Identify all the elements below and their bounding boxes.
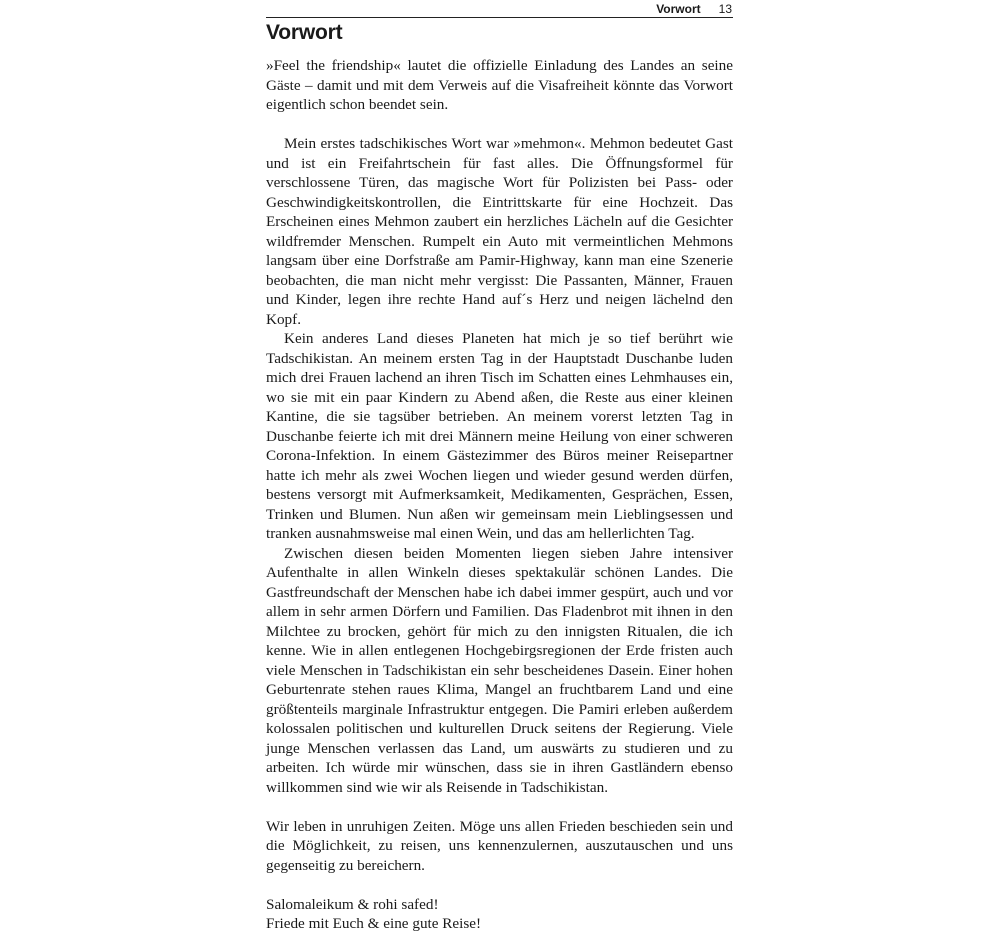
- chapter-heading: Vorwort: [266, 21, 343, 44]
- header-rule: [266, 17, 733, 18]
- page-number: 13: [718, 2, 732, 16]
- paragraph-1: »Feel the friendship« lautet die offizielle Einladung des Landes an seine Gäste – damit und mit dem Verweis auf die Visafreiheit könnte das Vorwort eigentlich schon beendet sein.: [266, 57, 733, 113]
- paragraph-3: Kein anderes Land dieses Planeten hat mich je so tief berührt wie Tadschikistan. An meinem ersten Tag in der Hauptstadt Duschanbe luden mich drei Frauen lachend an ihren Tisch im Schatten eines Lehmhauses ein, wo sie mit ein paar Kindern zu Abend aßen, die Reste aus einer kleinen Kantine, die sie tagsüber betrieben. An meinem vorerst letzten Tag in Duschanbe feierte ich mit drei Männern meine Heilung von einer schweren Corona-Infektion. In einem Gästezimmer des Büros meiner Reisepartner hatte ich mehr als zwei Wochen liegen und wieder gesund werden dürfen, bestens versorgt mit Aufmerksamkeit, Medikamenten, Gesprächen, Essen, Trinken und Blumen. Nun aßen wir gemeinsam mein Lieblingsessen und tranken ausnahmsweise mal einen Wein, und das am hellerlichten Tag.: [266, 330, 733, 542]
- running-head-title: Vorwort: [656, 2, 701, 16]
- closing-line-2: Friede mit Euch & eine gute Reise!: [266, 915, 482, 932]
- paragraph-4: Zwischen diesen beiden Momenten liegen sieben Jahre intensiver Aufenthalte in allen Winkeln dieses spektakulär schönen Landes. Die Gastfreundschaft der Menschen habe ich dabei immer gespürt, auch und vor allem in sehr armen Dörfern und Familien. Das Fladenbrot mit ihnen in den Milchtee zu brocken, gehört für mich zu den innigsten Ritualen, die ich kenne. Wie in allen entlegenen Hochgebirgsregionen der Erde fristen auch viele Menschen in Tadschikistan ein sehr bescheidenes Dasein. Einer hohen Geburtenrate stehen raues Klima, Mangel an fruchtbarem Land und eine größtenteils marginale Infrastruktur entgegen. Die Pamiri erleben außerdem kolossalen politischen und kulturellen Druck seitens der Regierung. Viele junge Menschen verlassen das Land, um auswärts zu studieren und zu arbeiten. Ich würde mir wünschen, dass sie in ihren Gastländern ebenso willkommen sind wie wir als Reisende in Tadschikistan.: [266, 544, 733, 796]
- paragraph-2: Mein erstes tadschikisches Wort war »mehmon«. Mehmon bedeutet Gast und ist ein Freifahrtschein für fast alles. Die Öffnungsformel für verschlossene Türen, das magische Wort für Polizisten bei Pass- oder Geschwindigkeitskontrollen, die Eintrittskarte für eine Hochzeit. Das Erscheinen eines Mehmon zaubert ein herzliches Lächeln auf die Gesichter wildfremder Menschen. Rumpelt ein Auto mit vermeintlichen Mehmons langsam über eine Dorfstraße am Pamir-Highway, kann man eine Szenerie beobachten, die man nicht mehr vergisst: Die Passanten, Männer, Frauen und Kinder, legen ihre rechte Hand auf´s Herz und neigen lächelnd den Kopf.: [266, 135, 733, 328]
- closing-line-1: Salomaleikum & rohi safed!: [266, 895, 439, 913]
- paragraph-5: Wir leben in unruhigen Zeiten. Möge uns allen Frieden beschieden sein und die Möglichkeit, zu reisen, uns kennenzulernen, auszutauschen und uns gegenseitig zu bereichern.: [266, 817, 733, 874]
- body-text: [266, 56, 733, 934]
- running-head: [252, 1, 732, 17]
- book-page: [266, 0, 746, 932]
